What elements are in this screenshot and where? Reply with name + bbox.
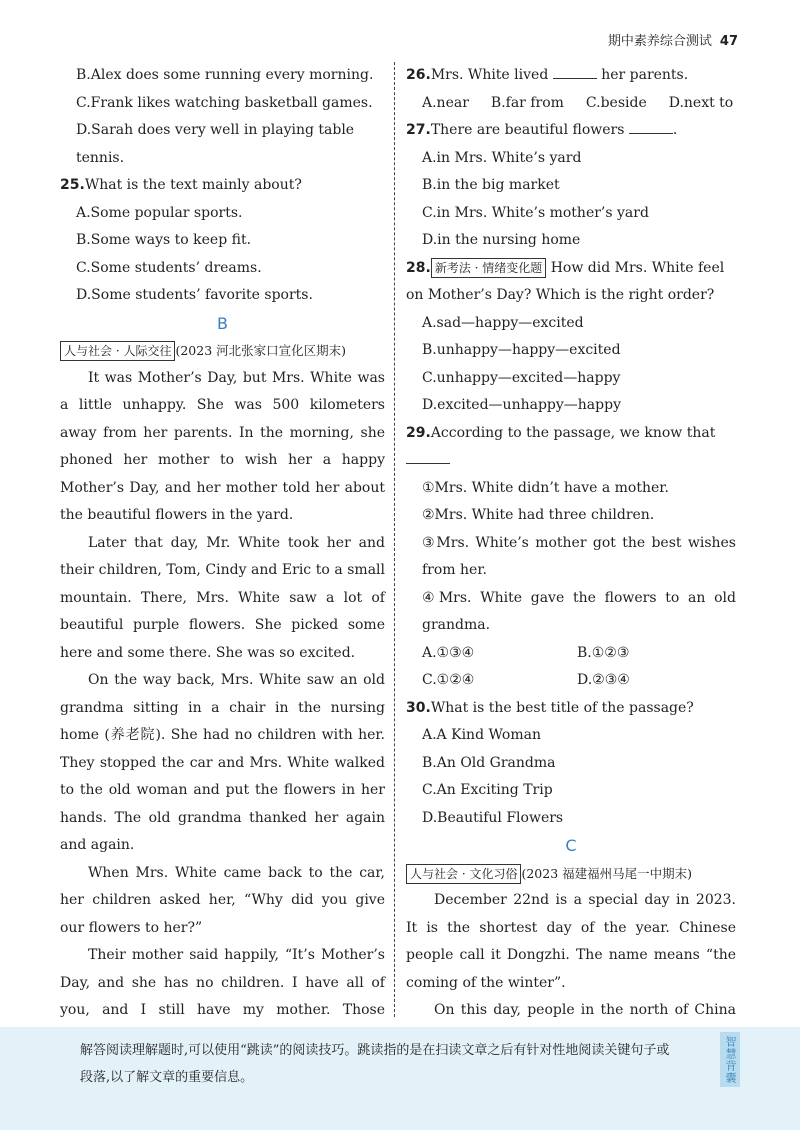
section-b-source: (2023 河北张家口宣化区期末) (175, 343, 346, 358)
q27-number: 27. (406, 122, 431, 138)
q28-tag: 新考法 · 情绪变化题 (431, 258, 546, 278)
q28-option-b[interactable]: B.unhappy—happy—excited (422, 342, 621, 358)
q27-option-a[interactable]: A.in Mrs. White’s yard (422, 149, 582, 166)
q25-number: 25. (60, 177, 85, 193)
q27-text: There are beautiful flowers (430, 122, 625, 138)
q25-option-d[interactable]: D.Some students’ favorite sports. (76, 287, 313, 303)
q30-option-c[interactable]: C.An Exciting Trip (422, 782, 553, 798)
q26-text-b: her parents. (601, 67, 689, 83)
q27-blank (629, 119, 673, 134)
q29-statement-2: ②Mrs. White had three children. (422, 507, 655, 523)
q28-text-a: How did Mrs. White feel (550, 259, 725, 276)
q26-option-d[interactable]: D.next to (668, 94, 734, 111)
q29-option-c[interactable]: C.①②④ (422, 672, 475, 688)
q24-option-c[interactable]: C.Frank likes watching basketball games. (76, 94, 373, 111)
q27-option-b[interactable]: B.in the big market (422, 177, 560, 193)
q29-number: 29. (406, 424, 431, 441)
passage-b-paragraph-5-text: Their mother said happily, “It’s Mother’s Day, and she has no children. I have all of you, and I still have my mother. Those (60, 947, 385, 1018)
q30-option-b[interactable]: B.An Old Grandma (422, 754, 556, 771)
q29-statement-3: ③Mrs. White’s mother got the best wishes from her. (422, 534, 736, 578)
q29-option-b[interactable]: B.①②③ (577, 644, 630, 661)
q29-blank (406, 449, 450, 464)
q26-text-a: Mrs. White lived (430, 67, 549, 83)
passage-b-paragraph-4: When Mrs. White came back to the car, her children asked her, “Why did you give our flowers to her?” (60, 864, 385, 936)
q26-option-b[interactable]: B.far from (490, 94, 564, 111)
passage-b-paragraph-1: It was Mother’s Day, but Mrs. White was a little unhappy. She was 500 kilometers away from her parents. In the morning, she phoned her mother to wish her a happy Mother’s Day, and her mother told her about the beautiful flowers in the yard. (60, 369, 385, 523)
q28-number: 28. (406, 259, 431, 276)
passage-c-paragraph-2: On this day, people in the north of China (434, 1002, 736, 1018)
q27-option-d[interactable]: D.in the nursing home (422, 232, 581, 248)
q29-options (406, 640, 736, 695)
q27-stem (406, 117, 736, 145)
q25-option-b[interactable]: B.Some ways to keep fit. (76, 232, 252, 248)
q26-blank (553, 64, 597, 79)
section-b-letter: B (217, 313, 228, 333)
q24-option-b[interactable]: B.Alex does some running every morning. (76, 67, 374, 83)
q30-stem (406, 695, 736, 723)
q25-stem (60, 172, 385, 200)
section-b-tag: 人与社会 · 人际交往 (60, 341, 175, 361)
header-title: 期中素养综合测试 (607, 34, 712, 49)
column-divider (394, 62, 395, 1017)
q25-text: What is the text mainly about? (84, 177, 302, 193)
q26-option-a[interactable]: A.near (422, 94, 469, 111)
q30-text: What is the best title of the passage? (430, 699, 694, 716)
q27-end: . (672, 122, 678, 138)
side-tab-label: 智慧背囊 (720, 1032, 740, 1087)
q29-option-d[interactable]: D.②③④ (577, 672, 630, 688)
q25-option-a[interactable]: A.Some popular sports. (76, 204, 243, 221)
q28-option-d[interactable]: D.excited—unhappy—happy (422, 397, 621, 413)
q29-statement-4: ④Mrs. White gave the flowers to an old grandma. (422, 589, 736, 633)
q29-text: According to the passage, we know that (430, 424, 716, 441)
q26-stem (406, 62, 736, 90)
section-c-tagline (406, 860, 736, 888)
q29-option-a[interactable]: A.①③④ (422, 644, 475, 661)
q28-stem-cont: on Mother’s Day? Which is the right order? (406, 287, 715, 303)
q29-statement-1: ①Mrs. White didn’t have a mother. (422, 479, 669, 496)
q28-stem (406, 255, 736, 283)
passage-b-paragraph-2: Later that day, Mr. White took her and their children, Tom, Cindy and Eric to a small mountain. There, Mrs. White saw a lot of beautiful purple flowers. She picked some here and some there. She was so excited. (60, 534, 385, 661)
left-column (60, 62, 385, 1081)
q26-number: 26. (406, 67, 431, 83)
passage-c-paragraph-1: December 22nd is a special day in 2023. It is the shortest day of the year. Chinese people call it Dongzhi. The name means “the coming of the winter”. (406, 892, 736, 991)
q28-option-a[interactable]: A.sad—happy—excited (422, 314, 584, 331)
section-b-tagline (60, 337, 385, 365)
section-c-letter: C (565, 836, 577, 855)
q30-option-d[interactable]: D.Beautiful Flowers (422, 809, 564, 826)
q29-stem (406, 420, 736, 475)
q28-option-c[interactable]: C.unhappy—excited—happy (422, 369, 621, 386)
page-number: 47 (719, 34, 738, 49)
passage-b-paragraph-3: On the way back, Mrs. White saw an old grandma sitting in a chair in the nursing home (养老院). She had no children with her. They stopped the car and Mrs. White walked to the old woman and put the flowers in her hands. The old grandma thanked her again and again. (60, 672, 385, 853)
tip-text: 解答阅读理解题时,可以使用“跳读”的阅读技巧。跳读指的是在扫读文章之后有针对性地阅读关键句子或段落,以了解文章的重要信息。 (80, 1043, 670, 1085)
section-c-source: (2023 福建福州马尾一中期末) (521, 865, 692, 881)
right-column (406, 62, 736, 1080)
q25-option-c[interactable]: C.Some students’ dreams. (76, 259, 262, 276)
q26-options (406, 90, 736, 118)
q26-option-c[interactable]: C.beside (585, 94, 647, 111)
q27-option-c[interactable]: C.in Mrs. White’s mother’s yard (422, 204, 649, 221)
q24-option-d[interactable]: D.Sarah does very well in playing table tennis. (76, 122, 355, 166)
page-header (608, 30, 738, 49)
q30-number: 30. (406, 699, 431, 716)
q30-option-a[interactable]: A.A Kind Woman (422, 727, 541, 743)
section-c-tag: 人与社会 · 文化习俗 (406, 864, 521, 884)
